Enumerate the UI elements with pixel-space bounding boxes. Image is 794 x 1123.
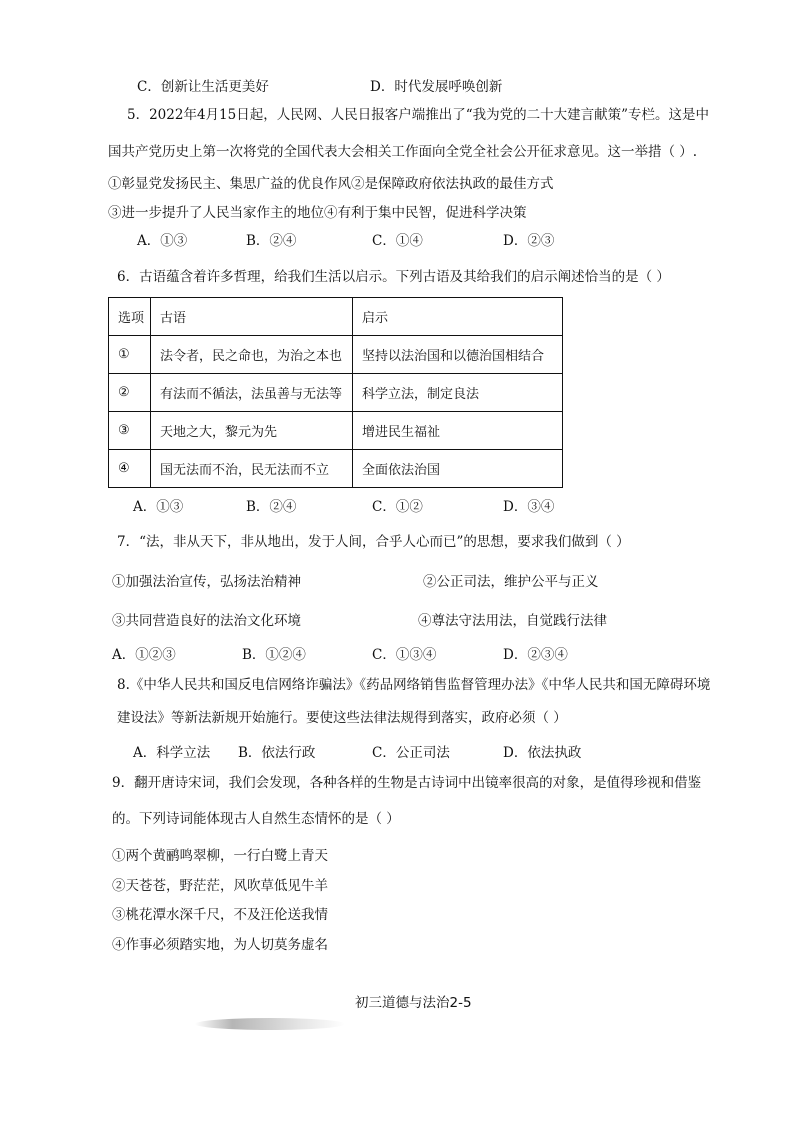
q9-item-1: ①两个黄鹂鸣翠柳，一行白鹭上青天 xyxy=(112,848,328,864)
q9-item-4: ④作事必须踏实地，为人切莫务虚名 xyxy=(112,937,328,953)
q6-option-c: C．①② xyxy=(372,499,423,515)
q4-option-d: D．时代发展呼唤创新 xyxy=(370,79,503,95)
table-cell: 国无法而不治，民无法而不立 xyxy=(151,450,353,488)
q5-item-line2: ③进一步提升了人民当家作主的地位④有利于集中民智，促进科学决策 xyxy=(108,205,527,221)
q6-table xyxy=(108,297,563,488)
q5-option-c: C．①④ xyxy=(372,233,423,249)
table-cell: ② xyxy=(109,374,151,412)
table-row xyxy=(109,374,563,412)
table-cell: ① xyxy=(109,336,151,374)
table-row xyxy=(109,336,563,374)
q6-option-a: A．①③ xyxy=(133,499,184,515)
table-header-cell: 古语 xyxy=(151,298,353,336)
table-cell: 科学立法，制定良法 xyxy=(353,374,563,412)
table-cell: ③ xyxy=(109,412,151,450)
q5-option-d: D．②③ xyxy=(503,233,555,249)
table-row xyxy=(109,412,563,450)
q6-option-d: D．③④ xyxy=(503,499,555,515)
scan-smudge xyxy=(195,1018,345,1030)
q8-option-c: C．公正司法 xyxy=(372,745,450,761)
q9-stem-line2: 的。下列诗词能体现古人自然生态情怀的是（ ） xyxy=(112,811,400,827)
q9-stem-line1: 9．翻开唐诗宋词，我们会发现，各种各样的生物是古诗词中出镜率很高的对象，是值得珍视和借鉴 xyxy=(112,775,702,791)
table-cell: 法令者，民之命也，为治之本也 xyxy=(151,336,353,374)
q7-option-d: D．②③④ xyxy=(503,647,568,663)
table-cell: 坚持以法治国和以德治国相结合 xyxy=(353,336,563,374)
q6-stem: 6．古语蕴含着许多哲理，给我们生活以启示。下列古语及其给我们的启示阐述恰当的是（ ） xyxy=(117,269,670,285)
q7-item-1: ①加强法治宣传，弘扬法治精神 xyxy=(112,574,301,590)
q5-option-a: A．①③ xyxy=(137,233,188,249)
table-cell: 全面依法治国 xyxy=(353,450,563,488)
q9-item-3: ③桃花潭水深千尺，不及汪伦送我情 xyxy=(112,907,328,923)
table-header-row xyxy=(109,298,563,336)
q8-option-a: A．科学立法 xyxy=(133,745,211,761)
table-cell: 增进民生福祉 xyxy=(353,412,563,450)
q7-item-4: ④尊法守法用法，自觉践行法律 xyxy=(418,613,607,629)
q8-stem-line1: 8.《中华人民共和国反电信网络诈骗法》《药品网络销售监督管理办法》《中华人民共和国无障碍环境 xyxy=(117,677,711,693)
q7-option-b: B．①②④ xyxy=(242,647,306,663)
table-row xyxy=(109,450,563,488)
page-footer: 初三道德与法治2-5 xyxy=(355,995,472,1011)
q5-stem-line1: 5．2022年4月15日起，人民网、人民日报客户端推出了“我为党的二十大建言献策”专栏。这是中 xyxy=(127,107,710,123)
q8-stem-line2: 建设法》等新法新规开始施行。要使这些法律法规得到落实，政府必须（ ） xyxy=(117,710,567,726)
table-header-cell: 启示 xyxy=(353,298,563,336)
q7-option-a: A．①②③ xyxy=(112,647,176,663)
q8-option-d: D．依法执政 xyxy=(503,745,582,761)
table-cell: 有法而不循法，法虽善与无法等 xyxy=(151,374,353,412)
q5-item-line1: ①彰显党发扬民主、集思广益的优良作风②是保障政府依法执政的最佳方式 xyxy=(108,176,554,192)
table-cell: 天地之大，黎元为先 xyxy=(151,412,353,450)
q5-stem-line2: 国共产党历史上第一次将党的全国代表大会相关工作面向全党全社会公开征求意见。这一举措（ ）. xyxy=(108,144,698,160)
q5-option-b: B．②④ xyxy=(246,233,297,249)
q4-option-c: C．创新让生活更美好 xyxy=(137,79,269,95)
q7-stem: 7．“法，非从天下，非从地出，发于人间，合乎人心而已”的思想，要求我们做到（ ） xyxy=(117,534,630,550)
q7-option-c: C．①③④ xyxy=(372,647,437,663)
q6-option-b: B．②④ xyxy=(246,499,297,515)
q8-option-b: B．依法行政 xyxy=(238,745,316,761)
q9-item-2: ②天苍苍，野茫茫，风吹草低见牛羊 xyxy=(112,878,328,894)
table-header-cell: 选项 xyxy=(109,298,151,336)
q7-item-3: ③共同营造良好的法治文化环境 xyxy=(112,613,301,629)
table-cell: ④ xyxy=(109,450,151,488)
q7-item-2: ②公正司法，维护公平与正义 xyxy=(423,574,599,590)
